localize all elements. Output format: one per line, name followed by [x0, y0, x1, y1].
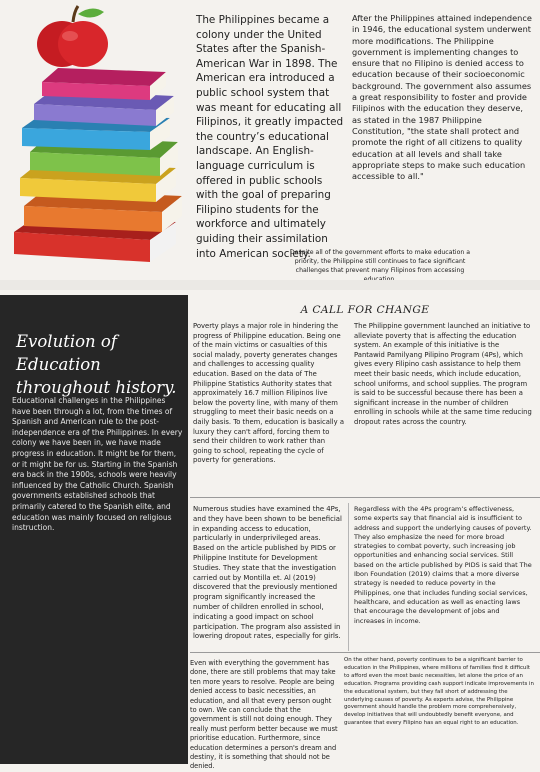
rule-1: [190, 497, 540, 498]
conclusion-paragraph: Even with everything the government has done, there are still problems that may take ten more years to resolve. People are being denied access to basic necessities, an education, and all that every person ought to own. We can conclude that the government is still not doing enough. They really must perform better because we must prioritise education. Furthermore, since education determines a person's dream and destiny, it is something that should not be denied.: [190, 659, 338, 771]
book-stack: [14, 68, 182, 262]
effectiveness-paragraph: Regardless with the 4Ps program’s effectiveness, some experts say that financial aid is insufficient to address and support the underlying causes of poverty. They also emphasize the need for more broad strategies to combat poverty, such increasing job opportunities and enhancing social services. Still based on the article published by PIDS is said that The Ibon Foundation (2019) claims that a more diverse strategy is needed to reduce poverty in the Philippines, one that includes funding social services, healthcare, and education as well as enacting laws that encourage the development of jobs and increases in income.: [354, 505, 532, 625]
other-hand-paragraph: On the other hand, poverty continues to be a significant barrier to education in the Philippines, where millions of families find it difficult to afford even the most basic necessities, let alone the price of an education. Programs providing cash support indicate improvements in the educational system, but they fall short of addressing the underlying causes of poverty. As experts advise, the Philippine government should handle the problem more comprehensively, develop initiatives that will undoubtedly benefit everyone, and guarantee that every Filipino has an equal right to an education.: [344, 657, 534, 727]
intro-paragraph: The Philippines became a colony under the United States after the Spanish-American War in 1898. The American era introduced a public school system that was meant for educating all Filipinos, it greatly impacted the country’s educational landscape. An English-language curriculum is offered in public schools with the goal of preparing Filipino students for the workforce and ultimately guiding their assimilation into American society.: [196, 14, 344, 260]
section-divider: [0, 280, 540, 290]
studies-paragraph: Numerous studies have examined the 4Ps, and they have been shown to be beneficial in expanding access to education, particularly in underprivileged areas. Based on the article published by PIDS or Philippine Institute for Development Studies. They state that the investigation carried out by Montilla et. Al (2019) discovered that the previously mentioned program significantly increased the number of children enrolled in school, indicating a good impact on school participation. The program also assisted in lowering dropout rates, especially for girls.: [193, 505, 342, 641]
fourps-paragraph: The Philippine government launched an initiative to alleviate poverty that is affecting the education system. An example of this initiative is the Pantawid Pamilyang Pilipino Program (4Ps), which gives every Filipino cash assistance to help them meet their basic needs, which include education, school uniforms, and school supplies. The program is said to be successful because there has been a significant increase in the number of children enrolling in schools while at the same time reducing dropout rates across the country.: [354, 322, 532, 426]
rule-2: [190, 652, 540, 653]
history-title: Evolution of Education throughout history.: [16, 332, 177, 397]
column-rule: [348, 503, 349, 651]
independence-paragraph: After the Philippines attained independence in 1946, the educational system underwent more modifications. The Philippine government is implementing changes to ensure that no Filipino is denied access to education because of their socioeconomic background. The government also assumes a great responsibility to foster and provide Filipinos with the education they deserve, as stated in the 1987 Philippine Constitution, "the state shall protect and promote the right of all citizens to quality education at all levels and shall take appropriate steps to make such education accessible to all.": [352, 13, 532, 182]
poverty-paragraph: Poverty plays a major role in hindering the progress of Philippine education. Being one of the main victims or casualties of this social malady, poverty generates changes and challenges to accessing quality education. Based on the data of The Philippine Statistics Authority states that approximately 16.7 million Filipinos live below the poverty line, with many of them struggling to meet their basic needs on a daily basis. To them, education is basically a luxury they can't afford, forcing them to send their children to work rather than going to school, repeating the cycle of poverty for generations.: [193, 322, 345, 465]
books-illustration: [0, 0, 190, 280]
history-paragraph: Educational challenges in the Philippines have been through a lot, from the times of Spanish and American rule to the post-independence era of the Philippines. In every colony we have been in, we have made progress in education. It might be for them, or it might be for us. Starting in the Spanish era back in the 1900s, schools were heavily influenced by the Catholic Church. Spanish governments established schools that primarily catered to the Spanish elite, and education was mainly focused on religious instruction.: [12, 396, 183, 533]
apple-icon: [37, 6, 108, 67]
call-for-change-heading: A CALL FOR CHANGE: [300, 304, 430, 316]
challenges-paragraph: Despite all of the government efforts to make education a priority, the Philippine still continues to face significant challenges that prevent many Filipinos from accessing: [289, 249, 471, 274]
